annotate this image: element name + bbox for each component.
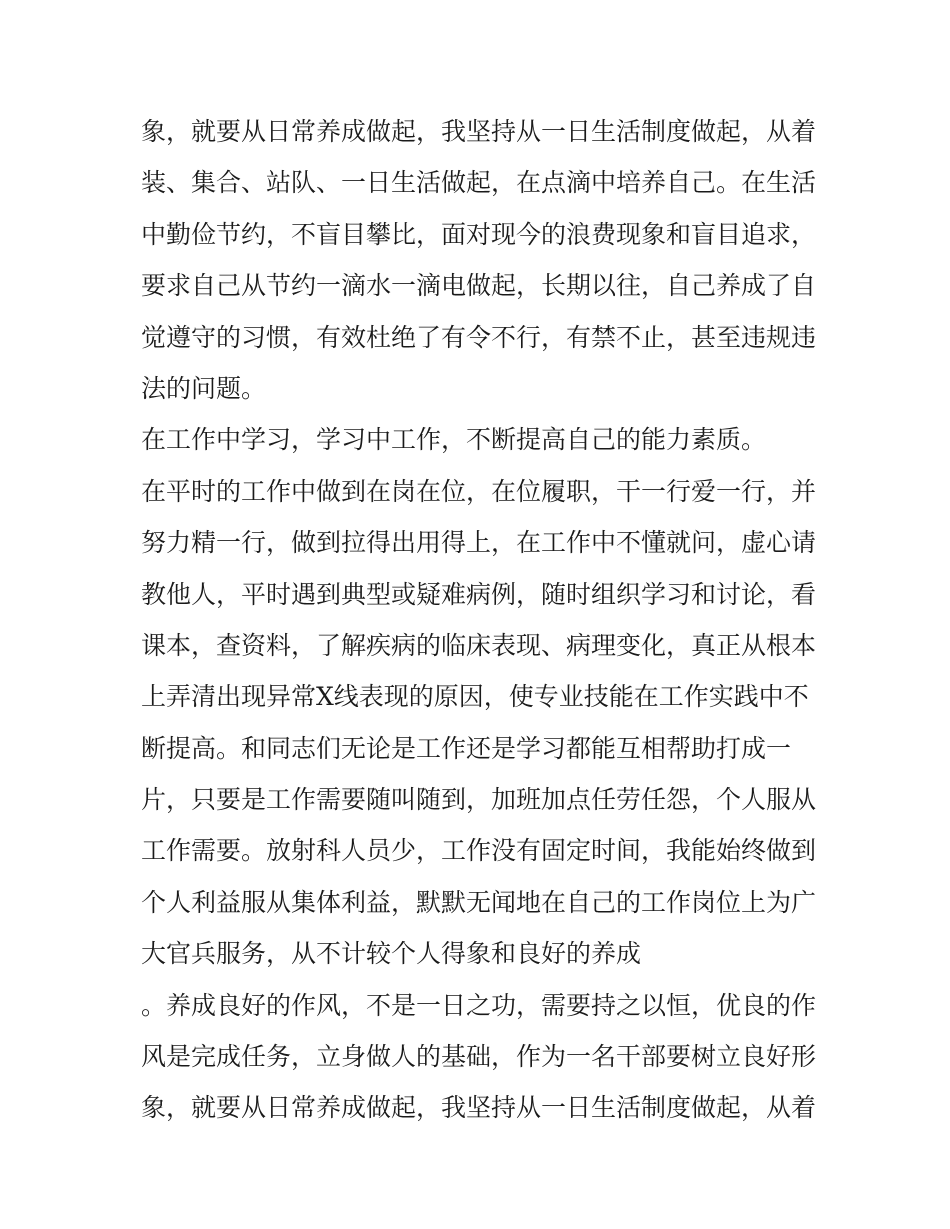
text-line: 要求自己从节约一滴水一滴电做起，长期以往，自己养成了自 — [141, 271, 817, 301]
text-line: 象，就要从日常养成做起，我坚持从一日生活制度做起，从着 — [141, 1093, 817, 1123]
text-line: 。养成良好的作风，不是一日之功，需要持之以恒，优良的作 — [141, 990, 817, 1020]
text-line: 片，只要是工作需要随叫随到，加班加点任劳任怨，个人服从 — [141, 785, 817, 815]
text-line: 象，就要从日常养成做起，我坚持从一日生活制度做起，从着 — [141, 117, 817, 146]
text-line: 法的问题。 — [141, 373, 267, 403]
text-line: 大官兵服务，从不计较个人得象和良好的养成 — [141, 939, 642, 969]
text-line: 觉遵守的习惯，有效杜绝了有令不行，有禁不止，甚至违规违 — [141, 322, 817, 352]
text-line: 努力精一行，做到拉得出用得上，在工作中不懂就问，虚心请 — [141, 528, 817, 558]
text-line: 在平时的工作中做到在岗在位，在位履职，干一行爱一行，并 — [141, 476, 817, 506]
text-line: 风是完成任务，立身做人的基础，作为一名干部要树立良好形 — [141, 1042, 817, 1072]
document-body — [141, 106, 821, 1134]
text-line: 装、集合、站队、一日生活做起，在点滴中培养自己。在生活 — [141, 168, 817, 198]
text-line: 中勤俭节约，不盲目攀比，面对现今的浪费现象和盲目追求， — [141, 219, 817, 249]
text-line: 上弄清出现异常X线表现的原因，使专业技能在工作实践中不 — [141, 682, 809, 712]
text-line: 个人利益服从集体利益，默默无闻地在自己的工作岗位上为广 — [141, 887, 817, 917]
text-line: 断提高。和同志们无论是工作还是学习都能互相帮助打成一 — [141, 733, 792, 763]
text-line: 工作需要。放射科人员少，工作没有固定时间，我能始终做到 — [141, 836, 817, 866]
text-line: 教他人，平时遇到典型或疑难病例，随时组织学习和讨论，看 — [141, 579, 817, 609]
text-line: 课本，查资料，了解疾病的临床表现、病理变化，真正从根本 — [141, 630, 817, 660]
text-line: 在工作中学习，学习中工作，不断提高自己的能力素质。 — [141, 425, 767, 455]
